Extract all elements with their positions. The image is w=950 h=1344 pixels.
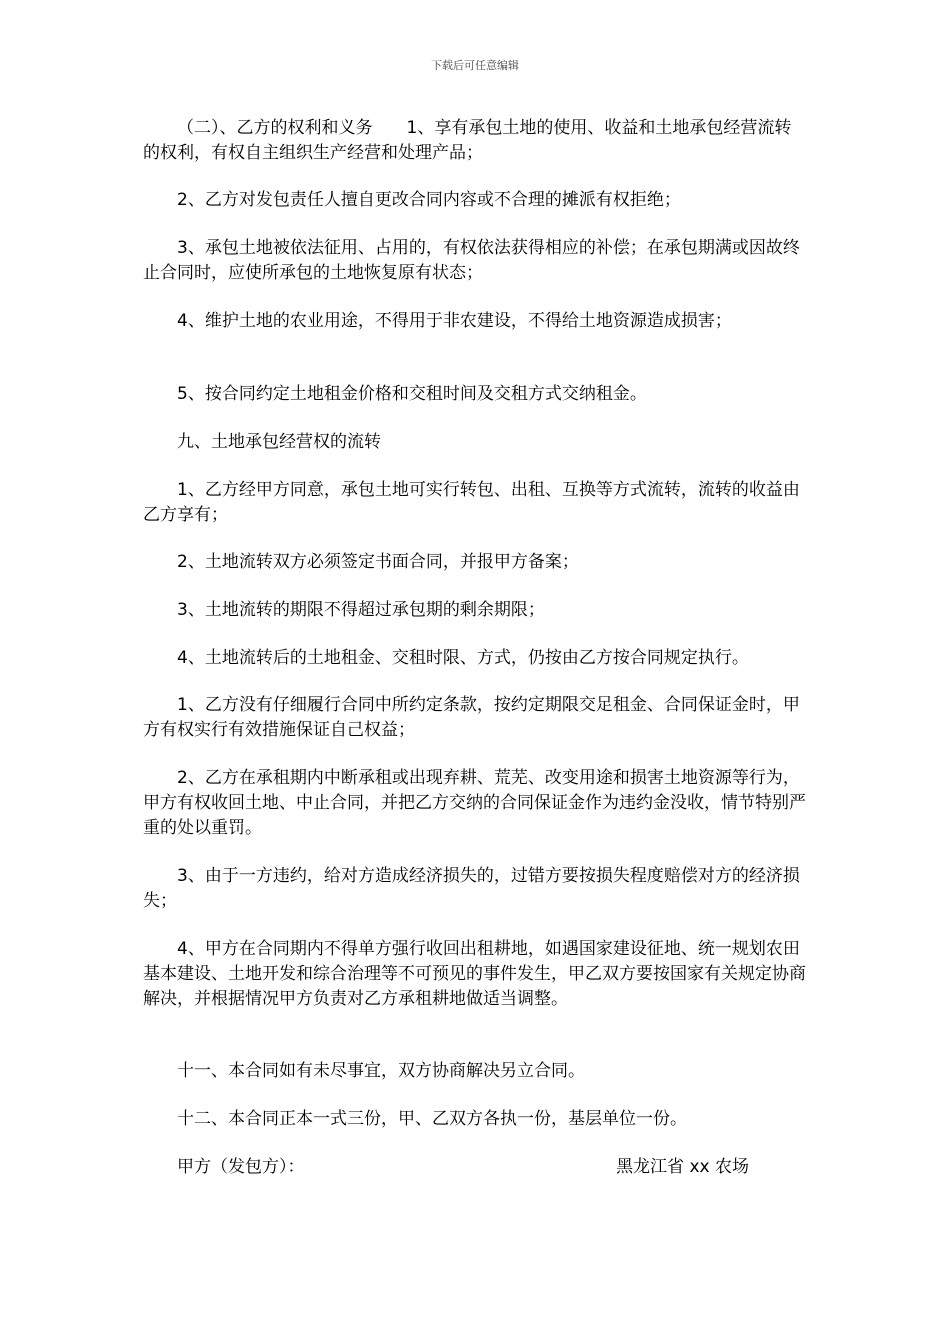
paragraph: 4、土地流转后的土地租金、交租时限、方式，仍按由乙方按合同规定执行。 <box>177 648 749 668</box>
signature-line <box>143 1155 807 1180</box>
paragraph: 1、乙方经甲方同意，承包土地可实行转包、出租、互换等方式流转，流转的收益由乙方享有； <box>143 480 800 525</box>
paragraph: 十一、本合同如有未尽事宜，双方协商解决另立合同。 <box>177 1061 585 1081</box>
paragraph: 2、乙方对发包责任人擅自更改合同内容或不合理的摊派有权拒绝； <box>177 190 681 210</box>
page-header: 下载后可任意编辑 <box>431 59 519 72</box>
paragraph: 3、承包土地被依法征用、占用的，有权依法获得相应的补偿；在承包期满或因故终止合同时，应使所承包的土地恢复原有状态； <box>143 238 800 283</box>
paragraph: 4、维护土地的农业用途，不得用于非农建设，不得给土地资源造成损害； <box>177 311 732 331</box>
paragraph: 十二、本合同正本一式三份，甲、乙双方各执一份，基层单位一份。 <box>177 1109 687 1129</box>
paragraph: 5、按合同约定土地租金价格和交租时间及交租方式交纳租金。 <box>177 384 647 404</box>
document-body <box>143 116 807 1180</box>
party-a-label: 甲方（发包方）： <box>177 1157 305 1177</box>
paragraph: 3、土地流转的期限不得超过承包期的剩余期限； <box>177 600 545 620</box>
paragraph: 3、由于一方违约，给对方造成经济损失的，过错方要按损失程度赔偿对方的经济损失； <box>143 866 800 911</box>
paragraph: 1、乙方没有仔细履行合同中所约定条款，按约定期限交足租金、合同保证金时，甲方有权实行有效措施保证自己权益； <box>143 695 800 740</box>
paragraph: 4、甲方在合同期内不得单方强行收回出租耕地，如遇国家建设征地、统一规划农田基本建设、土地开发和综合治理等不可预见的事件发生，甲乙双方要按国家有关规定协商解决，并根据情况甲方负责对乙方承租耕地做适当调整。 <box>143 939 806 1009</box>
paragraph: （二）、乙方的权利和义务 1、享有承包土地的使用、收益和土地承包经营流转的权利，有权自主组织生产经营和处理产品； <box>143 118 792 163</box>
paragraph: 2、土地流转双方必须签定书面合同，并报甲方备案； <box>177 552 579 572</box>
paragraph: 2、乙方在承租期内中断承租或出现弃耕、荒芜、改变用途和损害土地资源等行为，甲方有权收回土地、中止合同，并把乙方交纳的合同保证金作为违约金没收，情节特别严重的处以重罚。 <box>143 768 806 838</box>
party-a-name: 黑龙江省 xx 农场 <box>616 1157 749 1177</box>
section-heading: 九、土地承包经营权的流转 <box>177 432 381 452</box>
